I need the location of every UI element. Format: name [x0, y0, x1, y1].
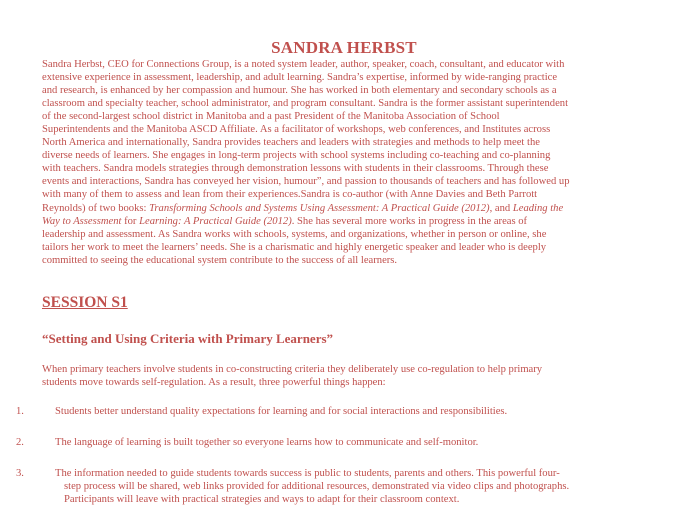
bio-line: Superintendents and the Manitoba ASCD Affiliate. As a facilitator of workshops, web conferences, and Institutes across	[42, 124, 551, 136]
list-line: Participants will leave with practical strategies and ways to adapt for their classroom context.	[64, 494, 460, 506]
list-line: The information needed to guide students towards success is public to students, parents and others. This powerful four-	[55, 468, 560, 479]
book-title-2-part1: Leading the	[512, 202, 564, 214]
bio-line: and research, is enhanced by her compassion and humour. She has worked in both elementary and secondary schools as a	[42, 85, 557, 97]
bio-line: with teachers. Sandra models strategies through demonstration lessons with students in their classrooms. Through these	[42, 163, 549, 175]
list-text	[55, 467, 640, 507]
list-number: 1.	[16, 406, 24, 417]
bio-line: classroom and specialty teacher, school administrator, and program consultant. Sandra is the former assistant superintendent	[42, 98, 569, 110]
bio-line: tailors her work to meet the learners’ needs. She is a charismatic and highly energetic speaker and leader who is deeply	[42, 241, 547, 253]
session-intro	[42, 363, 642, 389]
bio-text: , and	[489, 202, 513, 214]
list-text	[55, 436, 640, 449]
bio-line: extensive experience in assessment, leadership, and adult learning. Sandra’s expertise, informed by wide-ranging practice	[42, 72, 558, 84]
bio-text: . She has several more works in progress in the areas of	[291, 215, 528, 227]
bio-line: events and interactions, Sandra has conveyed her vision, humour”, and passion to thousands of teachers and has followed up	[42, 176, 570, 188]
book-title-2-part3: Learning: A Practical Guide (2012)	[139, 215, 292, 227]
list-number: 2.	[16, 437, 24, 448]
intro-line: students move towards self-regulation. As a result, three powerful things happen:	[42, 377, 386, 389]
bio-line: diverse needs of learners. She engages in long-term projects with school systems including co-teaching and co-planning	[42, 150, 551, 162]
list-number: 3.	[16, 468, 24, 479]
bio-line: leadership and assessment. As Sandra works with schools, systems, and organizations, whether in person or online, she	[42, 228, 547, 240]
bio-text: for	[121, 215, 140, 227]
session-label: SESSION S1	[42, 294, 128, 311]
bio-line-books-2	[42, 215, 644, 228]
bio-line-books	[42, 202, 644, 215]
book-title-2-part2: Way to Assessment	[42, 215, 122, 227]
bio-line: with many of them to assess and lean from their experiences.Sandra is co-author (with Anne Davies and Beth Parrott	[42, 189, 538, 201]
speaker-name-heading: SANDRA HERBST	[271, 38, 417, 57]
list-text	[55, 405, 640, 418]
bio-text: Reynolds) of two books:	[42, 202, 150, 214]
bio-line: Sandra Herbst, CEO for Connections Group, is a noted system leader, author, speaker, coach, consultant, and educator with	[42, 59, 565, 70]
bio-line: North America and internationally, Sandra provides teachers and leaders with strategies and methods to help meet the	[42, 137, 540, 149]
intro-line: When primary teachers involve students in co-constructing criteria they deliberately use co-regulation to help primary	[42, 364, 543, 375]
list-line: step process will be shared, web links provided for additional resources, demonstrated via video clips and photographs.	[64, 481, 570, 493]
list-line: Students better understand quality expectations for learning and for social interactions and responsibilities.	[55, 406, 508, 417]
speaker-bio	[42, 58, 644, 267]
bio-line: committed to seeing the educational system contribute to the success of all learners.	[42, 254, 398, 266]
session-title: “Setting and Using Criteria with Primary Learners”	[42, 331, 334, 346]
book-title-1: Transforming Schools and Systems Using Assessment: A Practical Guide (2012)	[149, 202, 490, 214]
list-line: The language of learning is built together so everyone learns how to communicate and self-monitor.	[55, 437, 479, 448]
bio-line: of the second-largest school district in Manitoba and a past President of the Manitoba Association of School	[42, 111, 500, 123]
